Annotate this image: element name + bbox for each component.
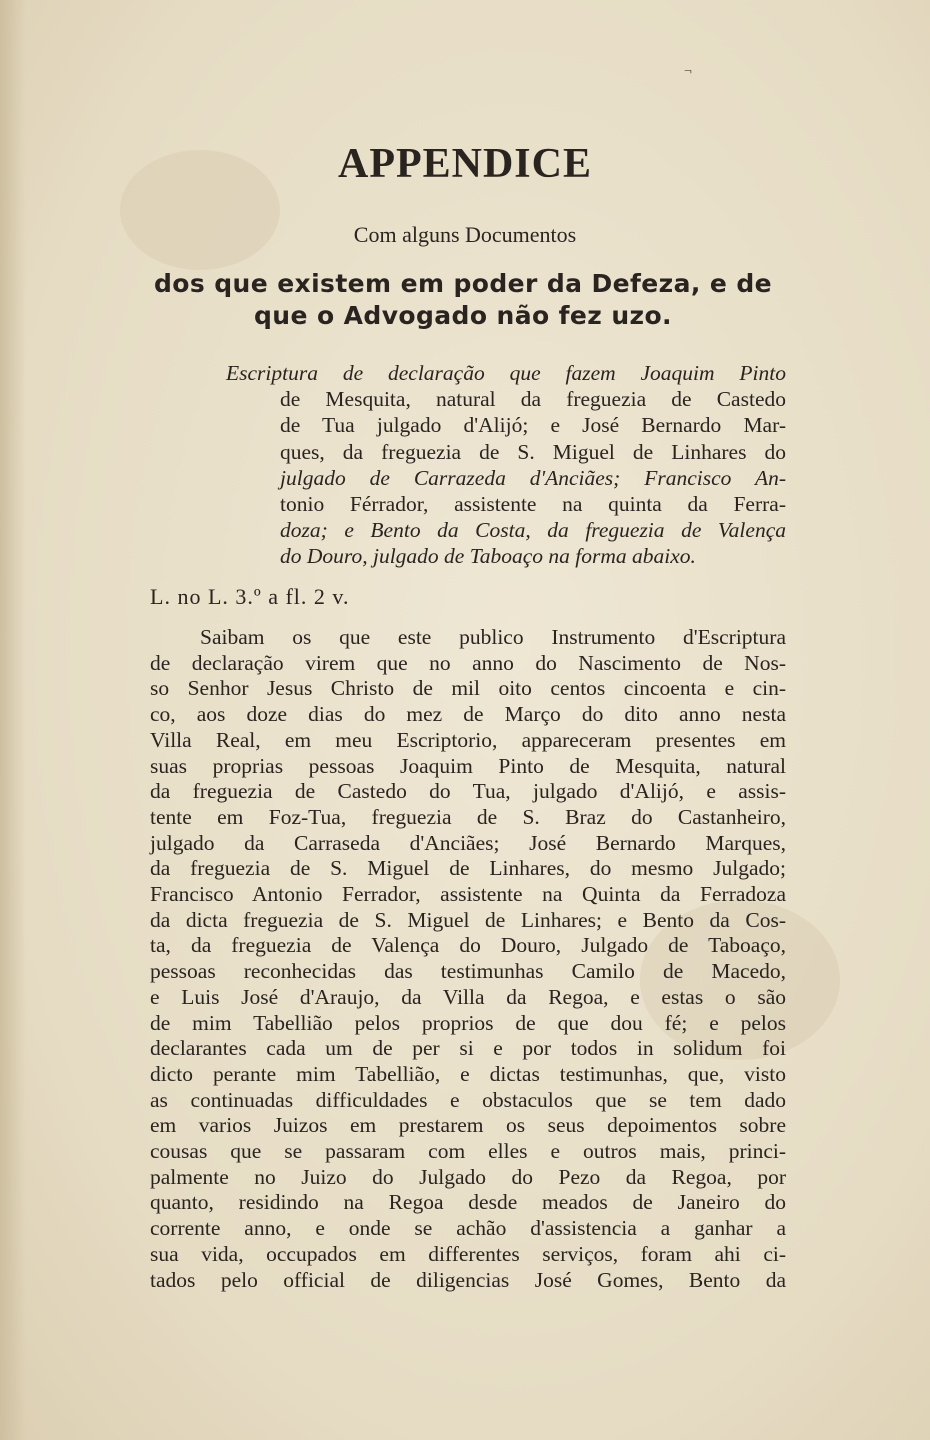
book-reference: L. no L. 3.º a fl. 2 v. bbox=[150, 584, 350, 609]
deed-line: tonio Férrador, assistente na quinta da Ferra- bbox=[280, 492, 786, 517]
body-line: de mim Tabellião pelos proprios de que dou fé; e pelos bbox=[150, 1010, 786, 1035]
body-line: Villa Real, em meu Escriptorio, appareceram presentes em bbox=[150, 727, 786, 752]
body-line: declarantes cada um de per si e por todos in solidum foi bbox=[150, 1036, 786, 1061]
body-line: da freguezia de Castedo do Tua, julgado d'Alijó, e assis- bbox=[150, 779, 786, 804]
body-line: quanto, residindo na Regoa desde meados de Janeiro do bbox=[150, 1190, 786, 1215]
body-line: Francisco Antonio Ferrador, assistente na Quinta da Ferradoza bbox=[150, 882, 786, 907]
body-line: em varios Juizos em prestarem os seus depoimentos sobre bbox=[150, 1113, 786, 1138]
body-line: ta, da freguezia de Valença do Douro, Julgado de Taboaço, bbox=[150, 933, 786, 958]
body-line: pessoas reconhecidas das testimunhas Camilo de Macedo, bbox=[150, 959, 786, 984]
body-line: tados pelo official de diligencias José Gomes, Bento da bbox=[150, 1267, 786, 1292]
body-line: da freguezia de S. Miguel de Linhares, do mesmo Julgado; bbox=[150, 856, 786, 881]
body-line: e Luis José d'Araujo, da Villa da Regoa, e estas o são bbox=[150, 984, 786, 1009]
body-line: julgado da Carraseda d'Anciães; José Bernardo Marques, bbox=[150, 830, 786, 855]
body-line: so Senhor Jesus Christo de mil oito centos cincoenta e cin- bbox=[150, 676, 786, 701]
page-subtitle: Com alguns Documentos bbox=[353, 222, 577, 247]
body-line: corrente anno, e onde se achão d'assistencia a ganhar a bbox=[150, 1216, 786, 1241]
page-title: APPENDICE bbox=[337, 141, 592, 187]
body-line: suas proprias pessoas Joaquim Pinto de Mesquita, natural bbox=[150, 753, 786, 778]
body-line: cousas que se passaram com elles e outros mais, princi- bbox=[150, 1139, 786, 1164]
corner-mark: ¬ bbox=[684, 64, 692, 79]
body-line: sua vida, occupados em differentes serviços, foram ahi ci- bbox=[150, 1241, 786, 1266]
deed-line: de Tua julgado d'Alijó; e José Bernardo Mar- bbox=[280, 413, 786, 438]
deed-summary bbox=[226, 360, 786, 570]
body-line: Saibam os que este publico Instrumento d'Escriptura bbox=[200, 625, 786, 649]
heading-line: que o Advogado não fez uzo. bbox=[254, 301, 672, 330]
deed-line: doza; e Bento da Costa, da freguezia de Valença bbox=[280, 518, 786, 543]
section-heading bbox=[148, 268, 778, 332]
body-line: dicto perante mim Tabellião, e dictas testimunhas, que, visto bbox=[150, 1061, 786, 1086]
deed-line: julgado de Carrazeda d'Anciães; Francisco An- bbox=[280, 465, 786, 490]
body-line: da dicta freguezia de S. Miguel de Linhares; e Bento da Cos- bbox=[150, 907, 786, 932]
deed-line: ques, da freguezia de S. Miguel de Linhares do bbox=[280, 439, 786, 464]
body-paragraph bbox=[150, 625, 786, 1293]
deed-line: de Mesquita, natural da freguezia de Castedo bbox=[280, 387, 786, 412]
page-edge-shadow bbox=[0, 0, 26, 1440]
body-line: as continuadas difficuldades e obstaculos que se tem dado bbox=[150, 1087, 786, 1112]
deed-line: do Douro, julgado de Taboaço na forma abaixo. bbox=[280, 544, 696, 569]
body-line: tente em Foz-Tua, freguezia de S. Braz do Castanheiro, bbox=[150, 804, 786, 829]
deed-line: Escriptura de declaração que fazem Joaquim Pinto bbox=[226, 361, 786, 385]
body-line: co, aos doze dias do mez de Março do dito anno nesta bbox=[150, 702, 786, 727]
heading-line: dos que existem em poder da Defeza, e de bbox=[153, 269, 772, 298]
body-line: de declaração virem que no anno do Nascimento de Nos- bbox=[150, 650, 786, 675]
body-line: palmente no Juizo do Julgado do Pezo da Regoa, por bbox=[150, 1164, 786, 1189]
